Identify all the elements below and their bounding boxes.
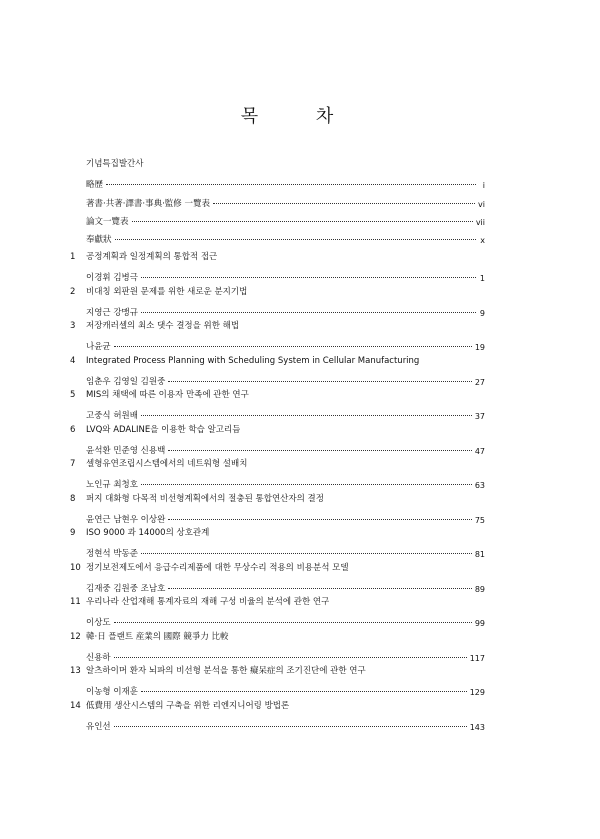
- dot-leader: [141, 691, 467, 692]
- entry-authors: 지영근 강맹규: [86, 307, 138, 318]
- dot-leader: [141, 277, 476, 278]
- front-heading: 기념특집발간사: [86, 159, 144, 169]
- entry-title: ISO 9000 과 14000의 상호관계: [86, 528, 210, 538]
- page-number: 81: [474, 550, 485, 559]
- entry-authors: 유인선: [86, 721, 111, 732]
- entry-authors: 노인규 최청호: [86, 480, 138, 490]
- toc-entry: [70, 595, 485, 630]
- entry-authors: 이상도: [86, 618, 111, 628]
- entry-authors: 정현석 박동준: [86, 549, 138, 559]
- page-number: 27: [474, 377, 485, 387]
- front-matter-label: 著書·共著·譯書·事典·監修 一覽表: [86, 198, 211, 209]
- entry-number: 12: [70, 631, 81, 642]
- entry-title: 알츠하이머 환자 뇌파의 비선형 분석을 통한 癡呆症의 조기진단에 관한 연구: [86, 666, 366, 676]
- dot-leader: [168, 450, 472, 451]
- entry-number: 11: [70, 597, 81, 607]
- page-number: 117: [469, 653, 485, 663]
- entry-number: 8: [70, 493, 76, 504]
- entry-title: 정기보전제도에서 응급수리제품에 대한 무상수리 적용의 비용분석 모델: [86, 562, 349, 573]
- page-number: 129: [469, 688, 485, 697]
- entry-number: 2: [70, 286, 76, 297]
- toc-entry: [70, 699, 485, 734]
- entry-number: 6: [70, 424, 76, 435]
- front-matter-label: 論文一覽表: [86, 216, 129, 227]
- entry-number: 7: [70, 459, 76, 469]
- front-matter: [86, 156, 485, 245]
- dot-leader: [213, 203, 475, 204]
- dot-leader: [168, 588, 472, 589]
- page-number: vii: [475, 217, 485, 227]
- front-matter-label: 奉獻狀: [86, 235, 112, 246]
- dot-leader: [141, 312, 476, 313]
- toc-entry: [70, 664, 485, 699]
- toc-entry: [70, 388, 485, 423]
- page-title: 목 차: [240, 106, 360, 127]
- page-number: 37: [474, 412, 485, 421]
- entry-number: 1: [70, 252, 76, 262]
- entry-authors: 윤연근 남현우 이상완: [86, 514, 166, 525]
- page-number: 99: [474, 619, 485, 628]
- dot-leader: [132, 221, 473, 222]
- page-number: 19: [474, 343, 485, 352]
- dot-leader: [115, 239, 476, 240]
- entry-authors: 이경휘 김병극: [86, 273, 138, 283]
- entry-title: Integrated Process Planning with Scheduling System in Cellular Manufacturing: [86, 355, 420, 366]
- dot-leader: [114, 726, 467, 727]
- entry-authors: 임춘우 김영일 김원중: [86, 376, 166, 387]
- entry-number: 4: [70, 355, 76, 366]
- toc-entry: [70, 250, 485, 285]
- page-number: 143: [469, 722, 485, 732]
- toc-entry: [70, 561, 485, 596]
- entry-authors: 신용하: [86, 652, 111, 663]
- dot-leader: [168, 519, 472, 520]
- page-number: 47: [474, 446, 485, 456]
- entry-authors: 김재중 김원중 조남호: [86, 583, 166, 594]
- front-matter-label: 略歷: [86, 180, 104, 191]
- toc-entry: [70, 423, 485, 458]
- dot-leader: [168, 381, 472, 382]
- page-number: 9: [479, 308, 485, 318]
- page-number: x: [480, 236, 485, 246]
- toc-entry: [70, 354, 485, 389]
- dot-leader: [114, 346, 472, 347]
- toc-entry: [70, 319, 485, 354]
- toc-entry: [70, 630, 485, 665]
- entry-title: 퍼지 대화형 다목적 비선형계획에서의 절충된 통합연산자의 결정: [86, 493, 324, 504]
- toc-entry: [70, 492, 485, 527]
- entry-number: 5: [70, 390, 76, 400]
- entry-authors: 나윤균: [86, 342, 111, 352]
- entry-title: 공정계획과 일정계획의 통합적 접근: [86, 252, 218, 262]
- front-matter-row: [86, 227, 485, 245]
- page-number: i: [482, 181, 485, 191]
- entry-number: 10: [70, 562, 81, 573]
- toc-entry: [70, 526, 485, 561]
- entry-title: MIS의 채택에 따른 이용자 만족에 관한 연구: [86, 390, 249, 400]
- front-matter-row: [86, 209, 485, 227]
- dot-leader: [141, 553, 472, 554]
- front-matter-row: [86, 190, 485, 208]
- entry-title: 저장캐러셀의 최소 댓수 결정을 위한 해법: [86, 321, 240, 331]
- dot-leader: [141, 484, 472, 485]
- entry-title: 韓·日 플랜트 産業의 國際 競爭力 比較: [86, 631, 229, 642]
- dot-leader: [114, 622, 472, 623]
- entry-number: 13: [70, 666, 81, 676]
- entry-authors: 윤석환 민준영 신용백: [86, 445, 166, 456]
- page-number: 1: [479, 274, 485, 283]
- entry-title: 비대칭 외판원 문제를 위한 새로운 분지기법: [86, 286, 248, 297]
- front-matter-row: [86, 172, 485, 190]
- entry-title: 우리나라 산업재해 통계자료의 재해 구성 비율의 분석에 관한 연구: [86, 597, 330, 607]
- dot-leader: [114, 657, 467, 658]
- toc-entry: [70, 457, 485, 492]
- page-number: vi: [478, 199, 485, 209]
- entry-title: 低費用 생산시스템의 구축을 위한 리엔지니어링 방법론: [86, 700, 290, 711]
- entry-number: 14: [70, 700, 81, 711]
- entry-number: 9: [70, 528, 76, 538]
- page-number: 75: [474, 515, 485, 525]
- toc-list: [70, 250, 485, 733]
- dot-leader: [106, 184, 476, 185]
- toc-entry: [70, 285, 485, 320]
- entry-authors: 고중식 허원배: [86, 411, 138, 421]
- entry-title: 셀형유연조립시스템에서의 네트워형 설배치: [86, 459, 248, 469]
- entry-authors: 이농형 이재훈: [86, 687, 138, 697]
- page-number: 89: [474, 584, 485, 594]
- page-number: 63: [474, 481, 485, 490]
- entry-title: LVQ와 ADALINE을 이용한 학습 알고리듬: [86, 424, 241, 435]
- entry-number: 3: [70, 321, 76, 331]
- dot-leader: [141, 415, 472, 416]
